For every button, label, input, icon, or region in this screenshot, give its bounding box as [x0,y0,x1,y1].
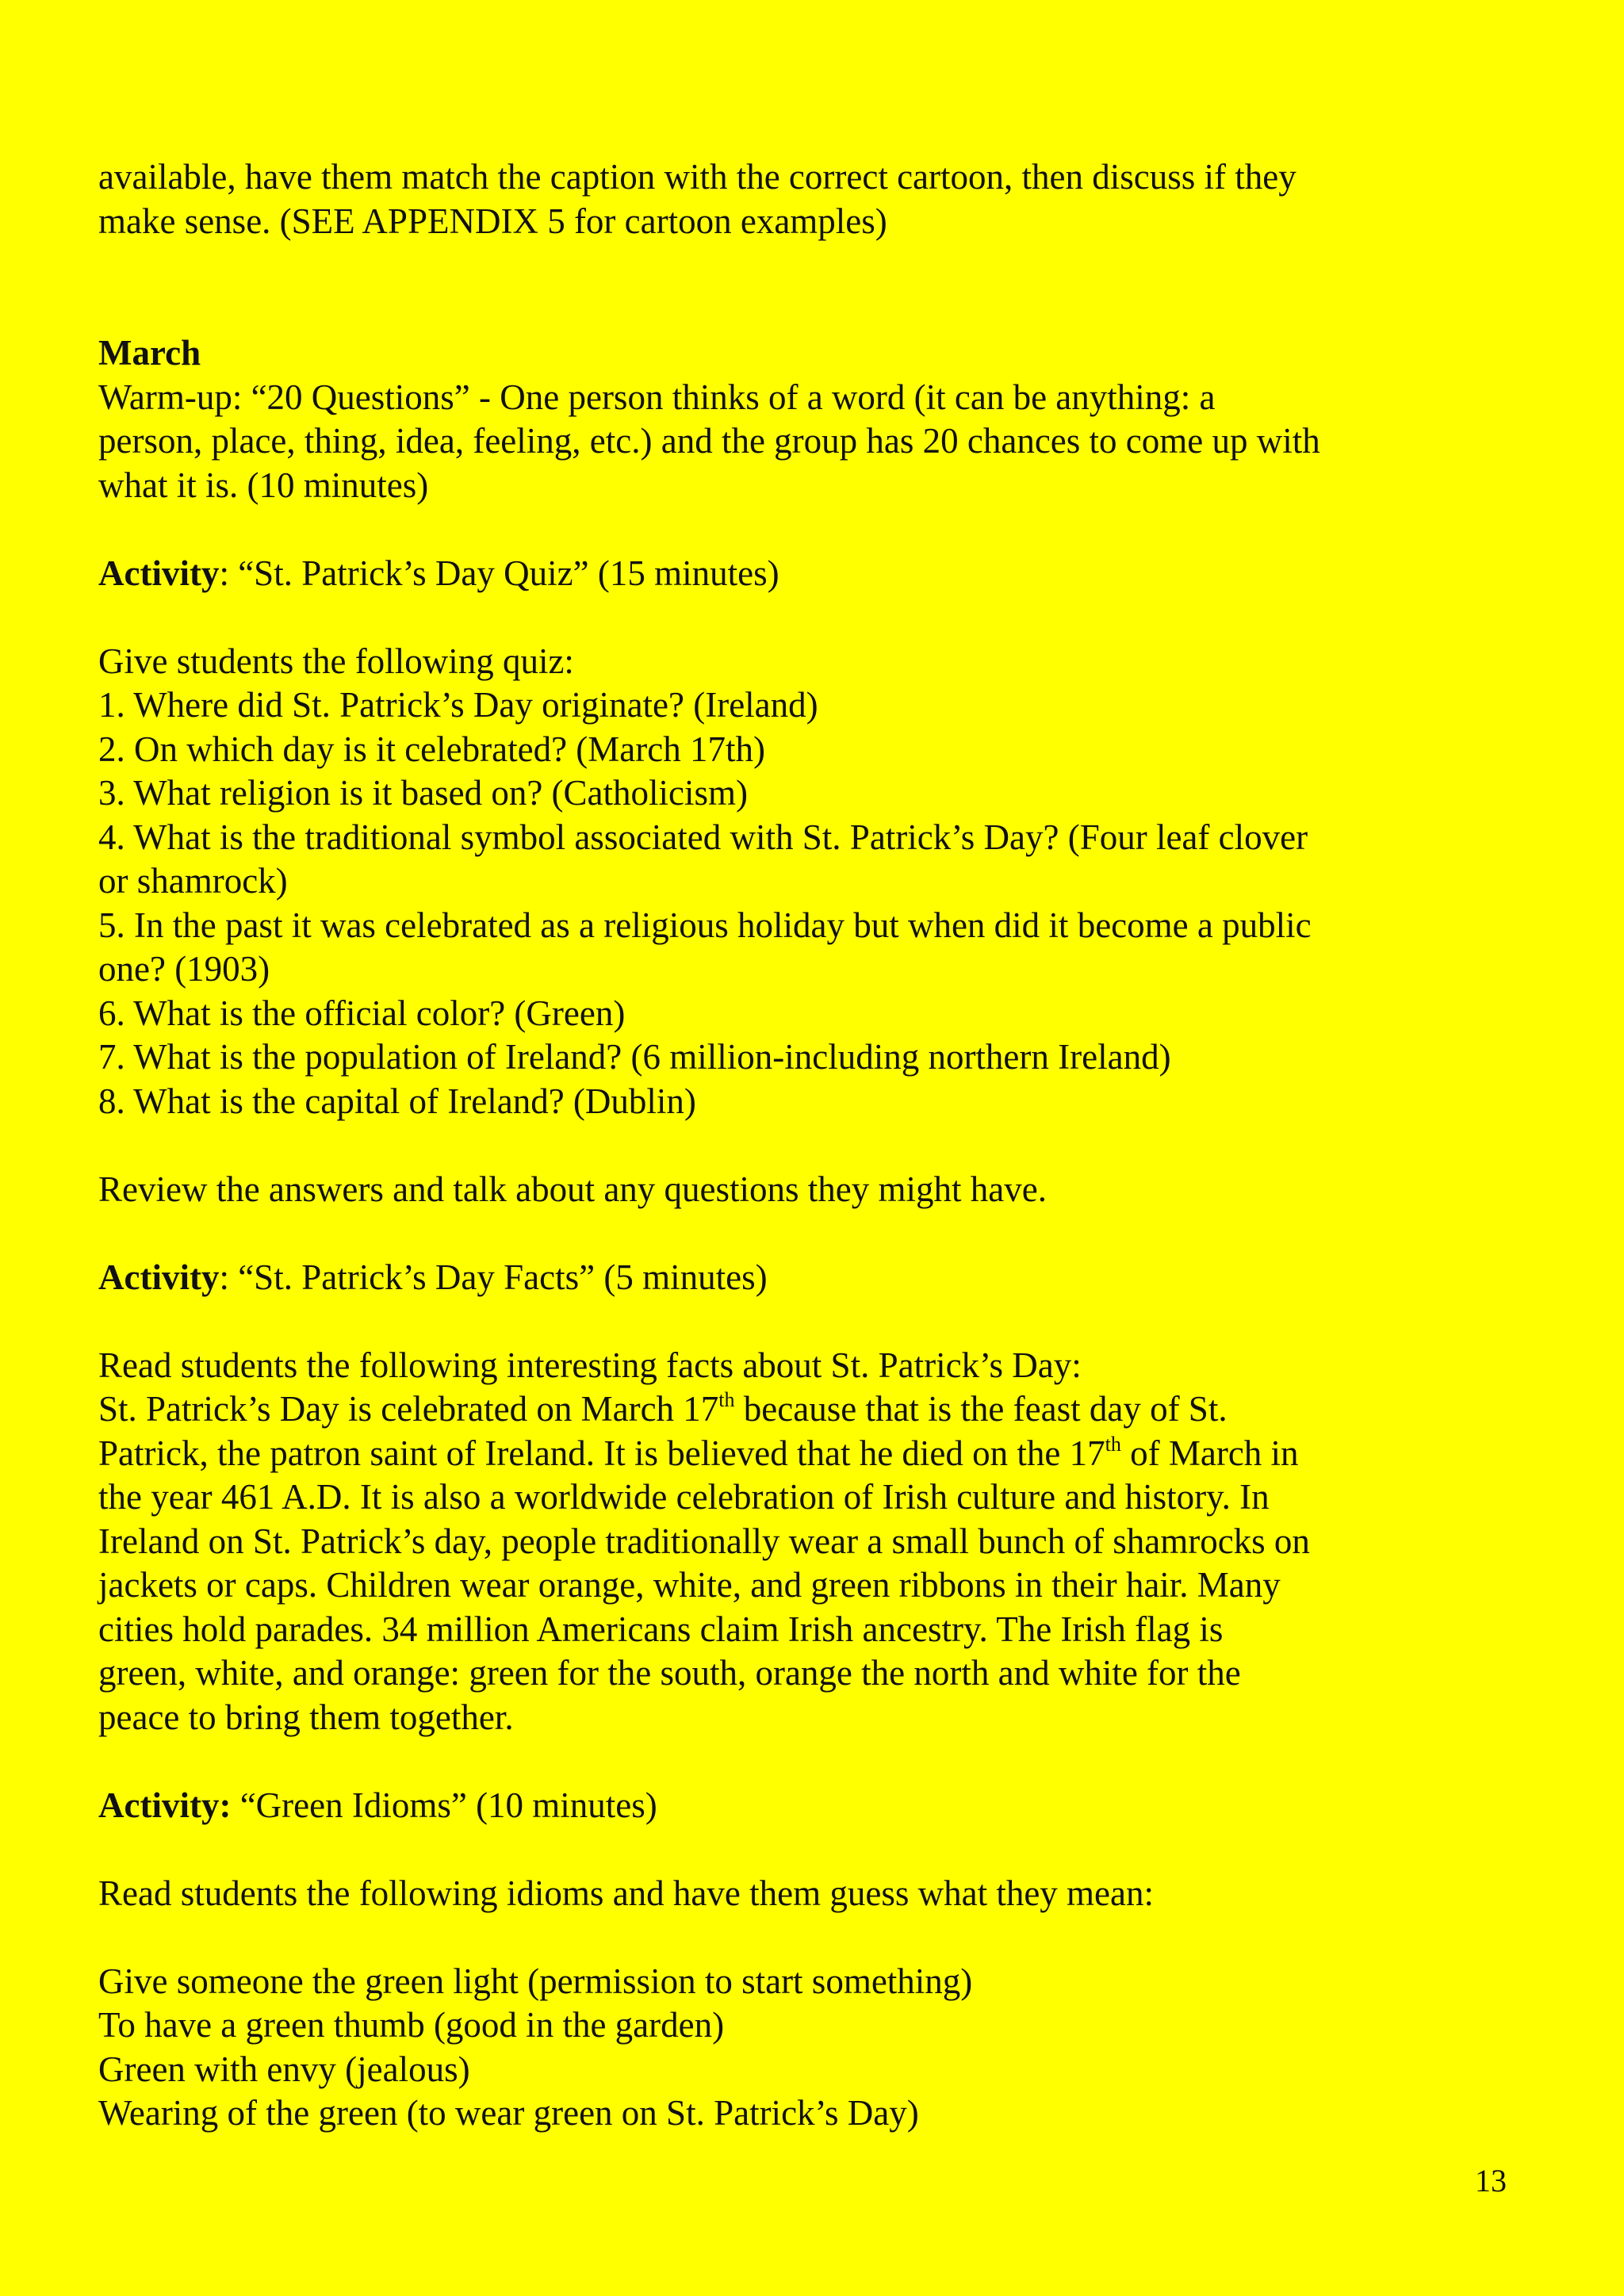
idioms-intro: Read students the following idioms and have them guess what they mean: [98,1873,1154,1913]
quiz-line: 7. What is the population of Ireland? (6 million-including northern Ireland) [98,1037,1171,1077]
facts-text: St. Patrick’s Day is celebrated on March 17 [98,1389,719,1429]
quiz-line: 3. What religion is it based on? (Catholicism) [98,773,749,813]
quiz-line: 1. Where did St. Patrick’s Day originate? (Ireland) [98,685,818,725]
quiz-line: 4. What is the traditional symbol associated with St. Patrick’s Day? (Four leaf clover [98,817,1308,857]
quiz-list [98,683,1526,1123]
facts-paragraph [98,1387,1526,1739]
facts-text: Patrick, the patron saint of Ireland. It is believed that he died on the 17 [98,1433,1105,1473]
facts-line: jackets or caps. Children wear orange, white, and green ribbons in their hair. Many [98,1565,1281,1605]
facts-line: green, white, and orange: green for the south, orange the north and white for the [98,1653,1241,1693]
facts-line: cities hold parades. 34 million Americans claim Irish ancestry. The Irish flag is [98,1609,1224,1649]
activity-title: “Green Idioms” (10 minutes) [231,1785,657,1825]
month-heading: March [98,333,201,373]
idioms-list [98,1960,1526,2136]
quiz-intro: Give students the following quiz: [98,641,574,681]
quiz-line: 8. What is the capital of Ireland? (Dublin) [98,1081,696,1121]
facts-activity-heading [98,1256,1526,1300]
activity-label: Activity [98,553,220,593]
idiom-item: Wearing of the green (to wear green on St. Patrick’s Day) [98,2093,919,2133]
quiz-line: 2. On which day is it celebrated? (March 17th) [98,729,765,769]
page-number: 13 [1475,2163,1507,2198]
facts-line [98,1432,1526,1476]
quiz-line: 5. In the past it was celebrated as a religious holiday but when did it become a public [98,905,1312,945]
quiz-line: or shamrock) [98,861,288,901]
warmup-line: what it is. (10 minutes) [98,465,429,505]
intro-line: make sense. (SEE APPENDIX 5 for cartoon examples) [98,201,887,241]
intro-paragraph [98,155,1526,243]
facts-text: because that is the feast day of St. [734,1389,1228,1429]
page-body [98,155,1526,2136]
warmup-line: person, place, thing, idea, feeling, etc.) and the group has 20 chances to come up with [98,421,1320,461]
quiz-activity-heading [98,552,1526,596]
warmup-paragraph [98,376,1526,508]
facts-line [98,1387,1526,1432]
quiz-review: Review the answers and talk about any questions they might have. [98,1169,1047,1209]
ordinal-suffix: th [718,1388,735,1411]
activity-title: : “St. Patrick’s Day Facts” (5 minutes) [219,1257,768,1297]
activity-label: Activity: [98,1785,232,1825]
facts-text: of March in [1120,1433,1299,1473]
idiom-item: Green with envy (jealous) [98,2049,470,2089]
warmup-line: Warm-up: “20 Questions” - One person thinks of a word (it can be anything: a [98,377,1216,417]
facts-intro: Read students the following interesting facts about St. Patrick’s Day: [98,1345,1082,1385]
idiom-item: To have a green thumb (good in the garden) [98,2005,725,2045]
activity-title: : “St. Patrick’s Day Quiz” (15 minutes) [219,553,779,593]
ordinal-suffix: th [1105,1432,1121,1456]
idioms-activity-heading [98,1784,1526,1828]
activity-label: Activity [98,1257,220,1297]
facts-line: Ireland on St. Patrick’s day, people traditionally wear a small bunch of shamrocks on [98,1521,1310,1561]
quiz-line: 6. What is the official color? (Green) [98,993,626,1033]
facts-line: the year 461 A.D. It is also a worldwide celebration of Irish culture and history. In [98,1477,1270,1517]
idiom-item: Give someone the green light (permission to start something) [98,1961,973,2001]
quiz-line: one? (1903) [98,949,270,989]
intro-line: available, have them match the caption with the correct cartoon, then discuss if they [98,157,1297,197]
facts-line: peace to bring them together. [98,1697,514,1737]
